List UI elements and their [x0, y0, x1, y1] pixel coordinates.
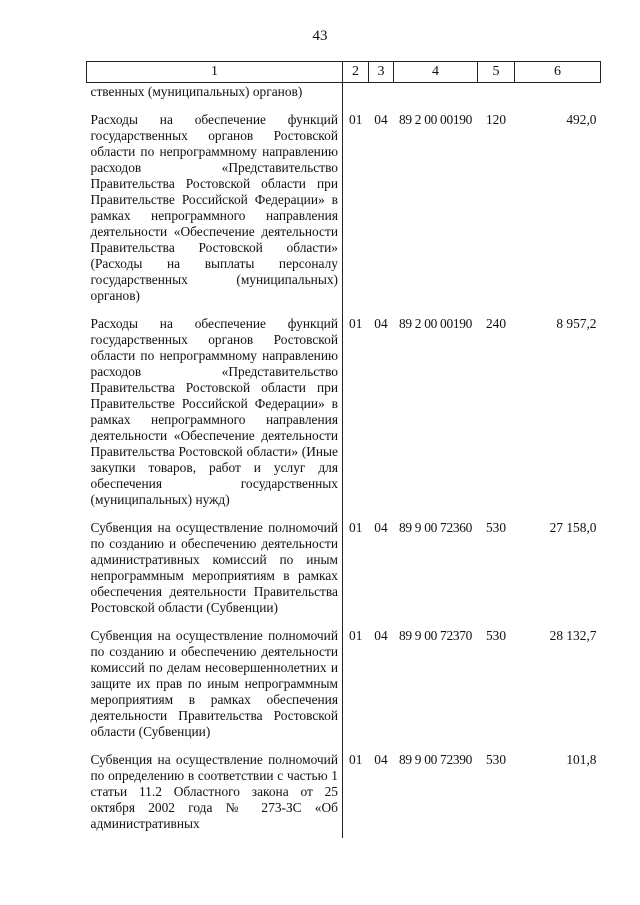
row-expense-type: 530: [485, 628, 507, 643]
header-col-3: 3: [369, 62, 394, 83]
row-expense-type: 530: [485, 520, 507, 535]
row-section: 01: [343, 622, 369, 746]
header-col-4: 4: [394, 62, 478, 83]
header-col-2: 2: [343, 62, 369, 83]
continuation-row: [87, 83, 601, 107]
row-expense-type: 240: [485, 316, 507, 331]
row-section: 01: [343, 514, 369, 622]
row-section: 01: [343, 310, 369, 514]
row-target-code: 89 9 00 72370: [398, 628, 473, 643]
table-row: [87, 310, 601, 514]
row-expense-type: 120: [485, 112, 507, 127]
table-row: [87, 622, 601, 746]
header-col-6: 6: [515, 62, 601, 83]
table-row: [87, 514, 601, 622]
page-number: 43: [312, 28, 328, 44]
row-subsection: 04: [374, 752, 388, 767]
table-row: [87, 106, 601, 310]
table-row: [87, 746, 601, 838]
row-amount: 27 158,0: [549, 520, 597, 535]
row-target-code: 89 2 00 00190: [398, 112, 473, 127]
row-section: 01: [343, 746, 369, 838]
row-amount: 28 132,7: [549, 628, 597, 643]
row-amount: 8 957,2: [556, 316, 597, 331]
row-subsection: 04: [374, 316, 388, 331]
row-description: Расходы на обеспечение функций государственных органов Ростовской области по непрограммному направлению расходов «Представительство Правительства Ростовской области при Правительстве Российской Федерации» в рамках непрограммного направления деятельности «Обеспечение деятельности Правительства Ростовской области» (Иные закупки товаров, работ и услуг для обеспечения государственных (муниципальных) нужд): [90, 316, 338, 507]
row-amount: 492,0: [566, 112, 597, 127]
row-expense-type: 530: [485, 752, 507, 767]
row-description: Субвенция на осуществление полномочий по созданию и обеспечению деятельности комиссий по делам несовершеннолетних и защите их прав по иным непрограммным мероприятиям в рамках обеспечения деятельности Правительства Ростовской области (Субвенции): [90, 628, 338, 739]
row-subsection: 04: [374, 628, 388, 643]
row-subsection: 04: [374, 112, 388, 127]
budget-table: [86, 61, 601, 838]
header-col-5: 5: [478, 62, 515, 83]
row-amount: 101,8: [566, 752, 597, 767]
row-target-code: 89 2 00 00190: [398, 316, 473, 331]
table-header-row: [87, 62, 601, 83]
continuation-text: ственных (муниципальных) органов): [90, 84, 303, 99]
header-col-1: 1: [87, 62, 343, 83]
row-target-code: 89 9 00 72360: [398, 520, 473, 535]
row-section: 01: [343, 106, 369, 310]
row-description: Субвенция на осуществление полномочий по определению в соответствии с частью 1 статьи 11.2 Областного закона от 25 октября 2002 года № 273-ЗС «Об административных: [90, 752, 338, 831]
row-description: Субвенция на осуществление полномочий по созданию и обеспечению деятельности административных комиссий по иным непрограммным мероприятиям в рамках обеспечения деятельности Правительства Ростовской области (Субвенции): [90, 520, 338, 615]
row-subsection: 04: [374, 520, 388, 535]
row-target-code: 89 9 00 72390: [398, 752, 473, 767]
row-description: Расходы на обеспечение функций государственных органов Ростовской области по непрограммному направлению расходов «Представительство Правительства Ростовской области при Правительстве Российской Федерации» в рамках непрограммного направления деятельности «Обеспечение деятельности Правительства Ростовской области» (Расходы на выплаты персоналу государственных (муниципальных) органов): [90, 112, 338, 303]
